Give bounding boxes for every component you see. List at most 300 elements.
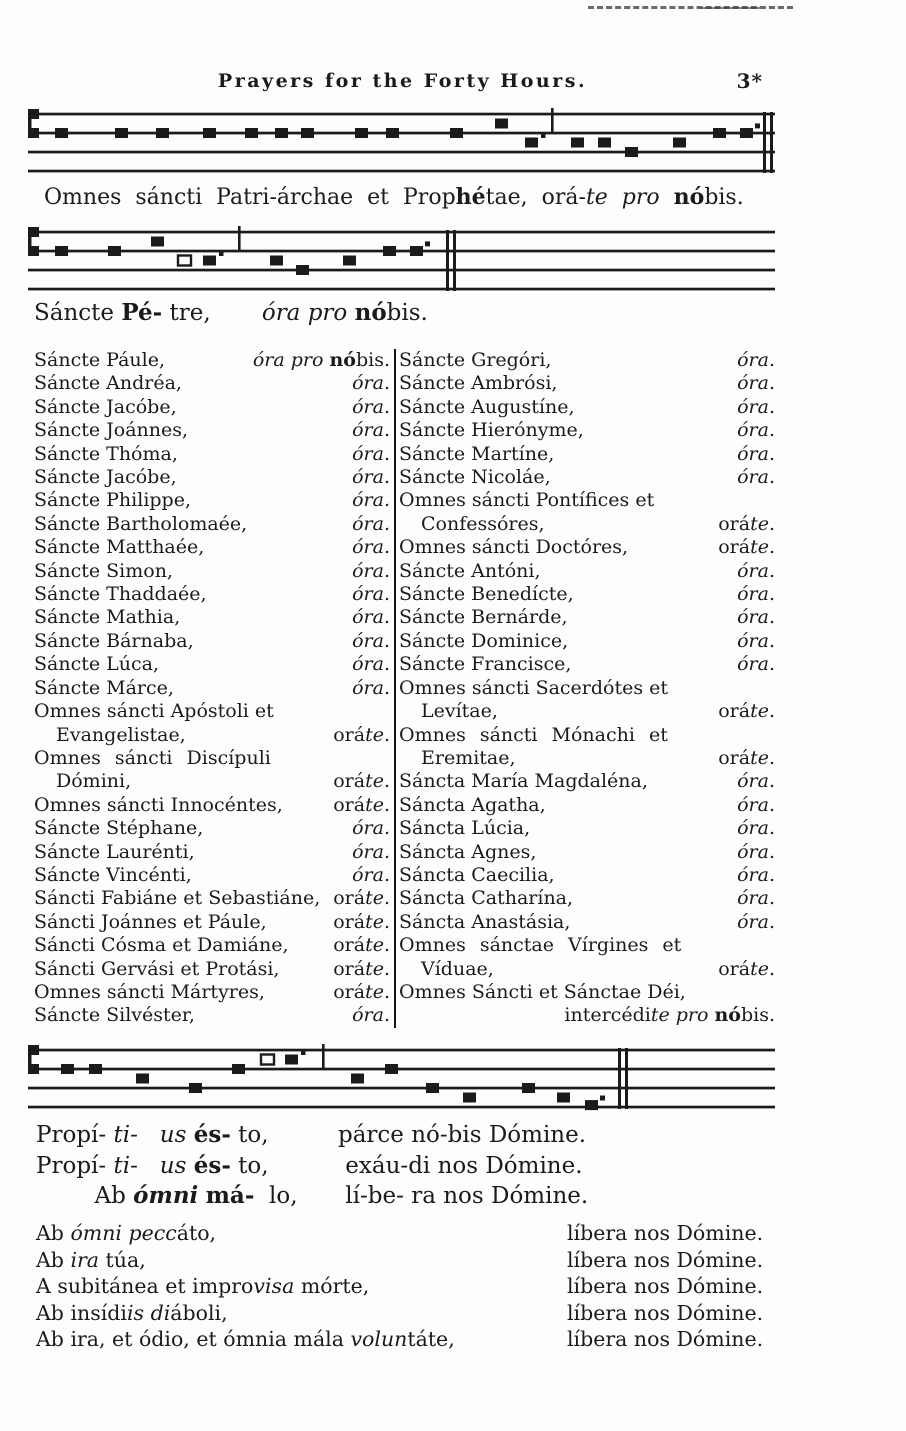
augmentation-dot bbox=[541, 134, 546, 139]
text-segment: áto, bbox=[176, 1221, 217, 1245]
hollow-punctum-note bbox=[178, 256, 191, 266]
litany-response bbox=[737, 466, 775, 489]
text-segment: bis. bbox=[704, 185, 744, 210]
text-segment: óra. bbox=[352, 817, 390, 840]
punctum-note bbox=[426, 1083, 439, 1093]
litany-response bbox=[352, 372, 390, 395]
litany-row bbox=[34, 724, 390, 747]
litany-row bbox=[399, 653, 775, 676]
text-segment: óra. bbox=[352, 489, 390, 512]
saint-name: Sáncte Joánnes, bbox=[34, 419, 189, 442]
versicle-row bbox=[36, 1151, 588, 1182]
saint-name: Sáncta Catharína, bbox=[399, 887, 574, 910]
litany-response bbox=[737, 770, 775, 793]
litany-response bbox=[352, 443, 390, 466]
text-segment: óra. bbox=[737, 840, 775, 863]
text-segment: bis. bbox=[355, 349, 390, 371]
chant-staff-1 bbox=[28, 108, 778, 188]
punctum-note bbox=[351, 1074, 364, 1084]
litany-response bbox=[737, 817, 775, 840]
text-segment: óra. bbox=[352, 559, 390, 582]
text-segment: tae, orá- bbox=[485, 185, 586, 210]
text-segment: táte, bbox=[407, 1327, 455, 1352]
text-segment: óra. bbox=[352, 629, 390, 652]
saint-name: Eremitae, bbox=[421, 746, 516, 769]
litany-row bbox=[399, 864, 775, 887]
page-header bbox=[30, 70, 775, 96]
saint-name: Sáncte Thaddaée, bbox=[34, 583, 207, 606]
punctum-note bbox=[525, 138, 538, 148]
text-segment: te. bbox=[750, 536, 775, 559]
augmentation-dot bbox=[755, 123, 760, 128]
litany-row bbox=[34, 372, 390, 395]
punctum-note bbox=[625, 147, 638, 157]
saint-name: Evangelistae, bbox=[56, 723, 186, 746]
text-segment: túa, bbox=[99, 1247, 146, 1272]
text-segment: óra. bbox=[352, 512, 390, 535]
text-segment: orá bbox=[718, 746, 751, 769]
litany-row bbox=[399, 841, 775, 864]
saint-name: Sáncte Philippe, bbox=[34, 489, 192, 512]
litany-response bbox=[737, 630, 775, 653]
text-segment: óra pro bbox=[261, 300, 355, 326]
litany-row bbox=[399, 560, 775, 583]
versicle-response: exáu-di nos Dómine. bbox=[338, 1152, 583, 1179]
text-segment: bis. bbox=[386, 300, 428, 326]
punctum-note bbox=[151, 237, 164, 247]
text-segment: tre, bbox=[162, 300, 262, 326]
petition-call bbox=[36, 1247, 567, 1274]
text-segment: Pé- bbox=[121, 299, 163, 326]
text-segment: te. bbox=[365, 980, 390, 1003]
text-segment: óra. bbox=[352, 442, 390, 465]
quarter-bar bbox=[238, 226, 241, 252]
saint-name: Sáncta Agnes, bbox=[399, 840, 537, 863]
do-clef bbox=[28, 109, 32, 138]
punctum-note bbox=[55, 246, 68, 256]
text-segment: Ab bbox=[36, 1183, 134, 1210]
punctum-note bbox=[203, 256, 216, 266]
punctum-note bbox=[55, 128, 68, 138]
petition-response: líbera nos Dómine. bbox=[567, 1274, 764, 1299]
text-segment: Ab bbox=[36, 1247, 71, 1272]
punctum-note bbox=[61, 1064, 74, 1074]
text-segment: visa bbox=[253, 1274, 295, 1299]
text-segment: lo, bbox=[254, 1183, 298, 1210]
text-segment: óra. bbox=[737, 559, 775, 582]
text-segment: óra. bbox=[737, 372, 775, 395]
hollow-punctum-note bbox=[261, 1055, 274, 1065]
text-segment: orá bbox=[718, 700, 751, 723]
litany-row bbox=[399, 466, 775, 489]
litany-response bbox=[352, 630, 390, 653]
text-segment: te. bbox=[750, 746, 775, 769]
versicle-row bbox=[36, 1181, 588, 1212]
text-segment: te. bbox=[365, 793, 390, 816]
litany-response bbox=[737, 372, 775, 395]
text-segment: óra. bbox=[352, 536, 390, 559]
saint-name: Sáncte Jacóbe, bbox=[34, 395, 177, 418]
double-bar bbox=[763, 112, 766, 173]
litany-row bbox=[34, 1004, 390, 1027]
text-segment: te. bbox=[365, 887, 390, 910]
staff-line bbox=[28, 1049, 775, 1052]
text-segment: intercédi bbox=[564, 1004, 651, 1027]
petition-call bbox=[36, 1300, 567, 1327]
litany-row bbox=[34, 606, 390, 629]
saint-name: Sáncte Lúca, bbox=[34, 653, 160, 676]
litany-row bbox=[399, 1004, 775, 1027]
saint-name: Sáncte Stéphane, bbox=[34, 817, 204, 840]
saint-name: Omnes sáncti Doctóres, bbox=[399, 536, 629, 559]
saint-name: Sáncta Lúcia, bbox=[399, 817, 531, 840]
litany-response bbox=[737, 396, 775, 419]
text-segment: pecc bbox=[128, 1221, 177, 1245]
text-segment: te. bbox=[365, 723, 390, 746]
text-segment: óra. bbox=[737, 770, 775, 793]
petition-row bbox=[36, 1247, 765, 1274]
text-segment: mórte, bbox=[294, 1274, 370, 1299]
saint-name: Sáncti Joánnes et Páule, bbox=[34, 910, 267, 933]
text-segment: orá bbox=[718, 957, 751, 980]
litany-row bbox=[34, 466, 390, 489]
saint-name: Sáncte Márce, bbox=[34, 676, 174, 699]
text-segment: óra. bbox=[352, 606, 390, 629]
text-segment bbox=[138, 1122, 160, 1148]
litany-response bbox=[737, 583, 775, 606]
litany-row bbox=[399, 747, 775, 770]
punctum-note bbox=[343, 256, 356, 266]
text-segment: óra. bbox=[737, 583, 775, 606]
litany-row bbox=[399, 981, 775, 1004]
litany-row bbox=[34, 794, 390, 817]
text-segment: óra. bbox=[737, 442, 775, 465]
text-segment: us bbox=[159, 1152, 187, 1179]
text-segment: óra. bbox=[737, 395, 775, 418]
text-segment: ti- bbox=[113, 1152, 138, 1179]
saint-name: Sáncte Francisce, bbox=[399, 653, 572, 676]
litany-response bbox=[737, 911, 775, 934]
text-segment: orá bbox=[333, 793, 366, 816]
staff-line bbox=[28, 151, 775, 154]
saint-name: Sáncte Nicoláe, bbox=[399, 466, 551, 489]
litany-response bbox=[737, 864, 775, 887]
saint-name: Sáncti Fabiáne et Sebastiáne, bbox=[34, 887, 321, 910]
punctum-note bbox=[232, 1064, 245, 1074]
punctum-note bbox=[450, 128, 463, 138]
text-segment: orá bbox=[333, 723, 366, 746]
saint-name: Sáncti Gervási et Protási, bbox=[34, 957, 280, 980]
staff-line bbox=[28, 1087, 775, 1090]
petition-row bbox=[36, 1273, 765, 1300]
text-segment: te. bbox=[365, 934, 390, 957]
text-segment: us bbox=[159, 1122, 187, 1148]
saint-name: Sáncte Martíne, bbox=[399, 442, 555, 465]
litany-response bbox=[737, 887, 775, 910]
text-segment: orá bbox=[333, 957, 366, 980]
saint-name: Levítae, bbox=[421, 700, 498, 723]
text-segment: te. bbox=[365, 770, 390, 793]
petition-response: líbera nos Dómine. bbox=[567, 1221, 764, 1245]
litany-response bbox=[718, 513, 775, 536]
saint-name: Omnes sáncti Mónachi et bbox=[399, 723, 668, 746]
petition-row bbox=[36, 1220, 765, 1247]
litany-response bbox=[253, 349, 390, 372]
text-segment: te pro bbox=[585, 185, 674, 210]
punctum-note bbox=[713, 128, 726, 138]
saint-name: Sáncte Bernárde, bbox=[399, 606, 568, 629]
text-segment: Ab bbox=[36, 1221, 71, 1245]
litany-row bbox=[34, 747, 390, 770]
punctum-note bbox=[571, 138, 584, 148]
text-segment: te. bbox=[750, 512, 775, 535]
saint-name: Sáncte Antóni, bbox=[399, 559, 541, 582]
text-segment: orá bbox=[333, 770, 366, 793]
litany-row bbox=[34, 911, 390, 934]
chant-staff-2 bbox=[28, 226, 778, 306]
punctum-note bbox=[355, 128, 368, 138]
punctum-note bbox=[296, 265, 309, 275]
text-segment: ti- bbox=[113, 1122, 138, 1148]
litany-row bbox=[399, 606, 775, 629]
litany-response bbox=[718, 536, 775, 559]
versicle-row bbox=[36, 1120, 588, 1151]
litany-response bbox=[352, 489, 390, 512]
text-segment: di bbox=[150, 1300, 171, 1325]
litany-response bbox=[564, 1004, 775, 1027]
litany-row bbox=[34, 443, 390, 466]
chant-text-sancte-petre bbox=[34, 299, 428, 326]
punctum-note bbox=[189, 1083, 202, 1093]
text-segment: óra. bbox=[737, 793, 775, 816]
saint-name: Omnes sáncti Apóstoli et bbox=[34, 700, 274, 723]
litany-response bbox=[352, 396, 390, 419]
text-segment: orá bbox=[333, 887, 366, 910]
saint-name: Sáncte Mathia, bbox=[34, 606, 181, 629]
staff-line bbox=[28, 1068, 775, 1071]
punctum-note bbox=[115, 128, 128, 138]
litany-row bbox=[34, 934, 390, 957]
punctum-note bbox=[673, 138, 686, 148]
petition-response: líbera nos Dómine. bbox=[567, 1247, 764, 1272]
text-segment: orá bbox=[333, 910, 366, 933]
text-segment: nó bbox=[673, 184, 705, 210]
punctum-note bbox=[522, 1083, 535, 1093]
litany-response bbox=[737, 349, 775, 372]
litany-response bbox=[333, 911, 390, 934]
litany-response bbox=[737, 653, 775, 676]
petition-response: líbera nos Dómine. bbox=[567, 1327, 764, 1352]
text-segment: te. bbox=[365, 957, 390, 980]
saint-name: Omnes sáncti Mártyres, bbox=[34, 980, 265, 1003]
saint-name: Sáncte Ambrósi, bbox=[399, 372, 558, 395]
text-segment: óra. bbox=[352, 863, 390, 886]
column-divider bbox=[394, 349, 396, 1028]
litany-row bbox=[34, 560, 390, 583]
litany-row bbox=[399, 489, 775, 512]
litany-row bbox=[34, 536, 390, 559]
text-segment: óra. bbox=[737, 606, 775, 629]
litany-response bbox=[352, 677, 390, 700]
litany-row bbox=[399, 700, 775, 723]
punctum-note bbox=[270, 256, 283, 266]
saint-name: Sáncte Hierónyme, bbox=[399, 419, 584, 442]
text-segment: to, bbox=[230, 1152, 269, 1179]
versicle-response: lí-be- ra nos Dómine. bbox=[338, 1183, 589, 1210]
litany-row bbox=[399, 934, 775, 957]
petition-call bbox=[36, 1220, 567, 1247]
punctum-note bbox=[108, 246, 121, 256]
litany-row bbox=[399, 349, 775, 372]
saint-name: Sáncta María Magdaléna, bbox=[399, 770, 648, 793]
litany-row bbox=[34, 653, 390, 676]
punctum-note bbox=[383, 246, 396, 256]
text-segment: óra. bbox=[737, 910, 775, 933]
text-segment bbox=[138, 1153, 160, 1179]
text-segment: óra. bbox=[737, 863, 775, 886]
litany-response bbox=[737, 560, 775, 583]
text-segment: óra. bbox=[737, 653, 775, 676]
saint-name: Sáncte Simon, bbox=[34, 559, 173, 582]
saint-name: Confessóres, bbox=[421, 512, 545, 535]
versicle-response: párce nó-bis Dómine. bbox=[338, 1122, 587, 1148]
litany-row bbox=[399, 677, 775, 700]
staff-line bbox=[28, 170, 775, 173]
staff-line bbox=[28, 1106, 775, 1109]
augmentation-dot bbox=[600, 1096, 605, 1101]
petition-row bbox=[36, 1326, 765, 1353]
petition-row bbox=[36, 1300, 765, 1327]
scan-artifact-dashes bbox=[588, 6, 793, 9]
litany-row bbox=[34, 887, 390, 910]
litany-row bbox=[399, 724, 775, 747]
litany-response bbox=[352, 419, 390, 442]
text-segment: hé bbox=[455, 184, 486, 210]
saint-name: Sáncte Gregóri, bbox=[399, 349, 552, 371]
text-segment bbox=[186, 1153, 193, 1179]
litany-response bbox=[352, 583, 390, 606]
litany-row bbox=[34, 630, 390, 653]
litany-response bbox=[737, 443, 775, 466]
litany-row bbox=[399, 396, 775, 419]
litany-row bbox=[399, 583, 775, 606]
text-segment: orá bbox=[718, 536, 751, 559]
litany-response bbox=[333, 770, 390, 793]
litany-row bbox=[34, 864, 390, 887]
text-segment: ira bbox=[70, 1247, 100, 1272]
litany-row bbox=[399, 419, 775, 442]
text-segment: óra. bbox=[352, 419, 390, 442]
saint-name: Sáncte Páule, bbox=[34, 349, 165, 371]
saint-name: Sáncte Matthaée, bbox=[34, 536, 205, 559]
saint-name: Sáncte Jacóbe, bbox=[34, 466, 177, 489]
saint-name: Sáncte Andréa, bbox=[34, 372, 182, 395]
saint-name: Víduae, bbox=[421, 957, 494, 980]
text-segment: óra. bbox=[737, 887, 775, 910]
punctum-note bbox=[285, 1055, 298, 1065]
litany-row bbox=[399, 887, 775, 910]
litany-row bbox=[399, 513, 775, 536]
punctum-note bbox=[385, 1064, 398, 1074]
litany-row bbox=[34, 513, 390, 536]
versicle-call bbox=[36, 1120, 338, 1151]
staff-line bbox=[28, 269, 775, 272]
text-segment: és- bbox=[193, 1151, 231, 1179]
litany-response bbox=[352, 1004, 390, 1027]
saint-name: Sáncti Cósma et Damiáne, bbox=[34, 934, 289, 957]
do-clef bbox=[28, 227, 32, 256]
versicle-call bbox=[36, 1151, 338, 1182]
text-segment: óra. bbox=[352, 583, 390, 606]
punctum-note bbox=[203, 128, 216, 138]
text-segment: te pro bbox=[650, 1004, 715, 1027]
text-segment: Ab ira, et ódio, et ómnia mála bbox=[36, 1327, 351, 1352]
petition-response: líbera nos Dómine. bbox=[567, 1300, 764, 1325]
text-segment: áboli, bbox=[170, 1300, 228, 1325]
staff-line bbox=[28, 250, 775, 253]
litany-response bbox=[737, 841, 775, 864]
saint-name: Sáncte Silvéster, bbox=[34, 1004, 195, 1027]
litany-response bbox=[352, 606, 390, 629]
litany-response bbox=[333, 887, 390, 910]
petition-call bbox=[36, 1273, 567, 1300]
litany-row bbox=[34, 419, 390, 442]
petition-lines bbox=[36, 1220, 765, 1353]
chant-text-patriarchae bbox=[44, 184, 774, 210]
litany-row bbox=[34, 583, 390, 606]
saint-name: Sáncta Caecilia, bbox=[399, 863, 555, 886]
staff-line bbox=[28, 113, 775, 116]
punctum-note bbox=[557, 1093, 570, 1103]
punctum-note bbox=[245, 128, 258, 138]
litany-row bbox=[399, 443, 775, 466]
litany-response bbox=[718, 747, 775, 770]
punctum-note bbox=[463, 1093, 476, 1103]
text-segment: nó bbox=[354, 299, 387, 326]
litany-row bbox=[34, 396, 390, 419]
augmentation-dot bbox=[301, 1051, 306, 1056]
text-segment bbox=[198, 1183, 205, 1209]
punctum-note bbox=[495, 119, 508, 129]
text-segment: ómni bbox=[133, 1182, 199, 1210]
text-segment: bis. bbox=[740, 1004, 775, 1027]
punctum-note bbox=[301, 128, 314, 138]
text-segment: is bbox=[126, 1300, 145, 1325]
text-segment: óra. bbox=[352, 653, 390, 676]
text-segment: óra. bbox=[737, 629, 775, 652]
scan-artifact-line bbox=[700, 7, 760, 9]
text-segment: ómni bbox=[70, 1221, 122, 1245]
text-segment: volun bbox=[350, 1327, 408, 1352]
text-segment: Omnes sáncti Patri-árchae et Prop bbox=[44, 185, 456, 210]
saint-name: Omnes Sáncti et Sánctae Déi, bbox=[399, 980, 686, 1003]
text-segment: má- bbox=[205, 1182, 255, 1210]
litany-row bbox=[34, 841, 390, 864]
punctum-note bbox=[89, 1064, 102, 1074]
litany-row bbox=[399, 911, 775, 934]
litany-response bbox=[737, 606, 775, 629]
text-segment: óra. bbox=[352, 395, 390, 418]
saint-name: Sáncte Laurénti, bbox=[34, 840, 195, 863]
litany-response bbox=[333, 794, 390, 817]
text-segment: óra pro bbox=[252, 349, 330, 371]
saint-name: Sáncte Vincénti, bbox=[34, 863, 192, 886]
text-segment: te. bbox=[750, 700, 775, 723]
text-segment: óra. bbox=[352, 676, 390, 699]
saint-name: Sáncte Benedícte, bbox=[399, 583, 574, 606]
saint-name: Sáncte Thóma, bbox=[34, 442, 178, 465]
text-segment: te. bbox=[365, 910, 390, 933]
